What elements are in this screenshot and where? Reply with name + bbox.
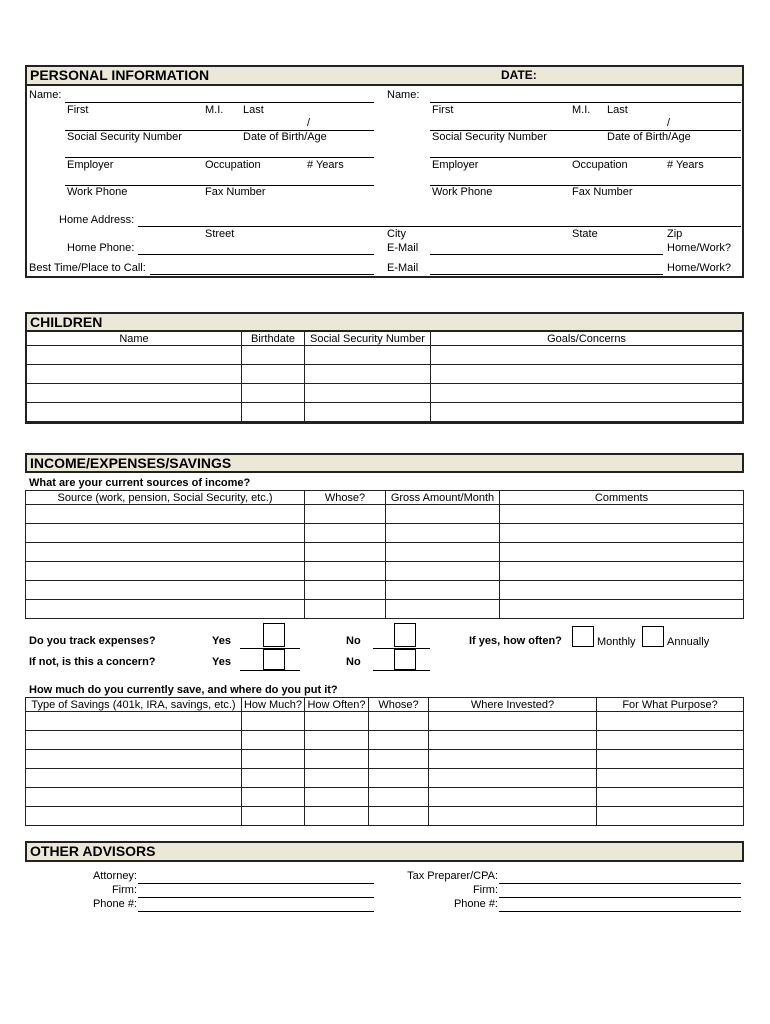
savings-header-row — [26, 698, 744, 712]
email-input-2[interactable] — [430, 274, 663, 275]
attorney-phone-input[interactable] — [138, 911, 374, 912]
concern-question: If not, is this a concern? — [29, 656, 156, 668]
table-cell[interactable] — [242, 750, 305, 769]
email-input-1[interactable] — [430, 254, 663, 255]
concern-yes-label: Yes — [212, 656, 231, 668]
income-header-row — [26, 491, 744, 505]
name-label-right: Name: — [387, 89, 420, 101]
table-row — [26, 750, 744, 769]
table-cell[interactable] — [431, 384, 743, 403]
income-col-gross: Gross Amount/Month — [386, 491, 500, 505]
mi-label-right: M.I. — [572, 104, 591, 116]
years-label-right: # Years — [667, 159, 704, 171]
concern-no-checkbox[interactable] — [394, 649, 416, 670]
employer-input-left[interactable] — [65, 157, 374, 158]
table-cell[interactable] — [386, 600, 500, 619]
monthly-checkbox[interactable] — [572, 626, 594, 647]
ssn-label-left: Social Security Number — [67, 131, 182, 143]
table-cell[interactable] — [386, 524, 500, 543]
how-often-question: If yes, how often? — [469, 635, 562, 647]
name-input-left[interactable] — [65, 102, 374, 103]
table-cell[interactable] — [26, 807, 242, 826]
table-cell[interactable] — [305, 524, 386, 543]
table-cell[interactable] — [305, 384, 431, 403]
table-cell[interactable] — [26, 543, 305, 562]
concern-no-label: No — [346, 656, 361, 668]
table-cell[interactable] — [26, 731, 242, 750]
table-cell[interactable] — [369, 807, 429, 826]
table-cell[interactable] — [500, 524, 744, 543]
table-cell[interactable] — [305, 562, 386, 581]
table-cell[interactable] — [242, 712, 305, 731]
table-cell[interactable] — [242, 384, 305, 403]
table-cell[interactable] — [369, 750, 429, 769]
tax-firm-label: Firm: — [472, 884, 498, 896]
email-label-2: E-Mail — [387, 262, 419, 274]
table-cell[interactable] — [429, 807, 597, 826]
children-col-ssn: Social Security Number — [305, 332, 431, 346]
monthly-label: Monthly — [597, 636, 636, 648]
table-row — [26, 543, 744, 562]
table-row — [26, 581, 744, 600]
table-cell[interactable] — [597, 731, 744, 750]
track-yes-label: Yes — [212, 635, 231, 647]
income-question: What are your current sources of income? — [29, 477, 251, 489]
attorney-firm-input[interactable] — [138, 897, 374, 898]
table-cell[interactable] — [27, 403, 242, 422]
last-label-right: Last — [607, 104, 628, 116]
years-label-left: # Years — [307, 159, 344, 171]
table-cell[interactable] — [305, 769, 369, 788]
savings-table — [25, 697, 744, 826]
table-cell[interactable] — [26, 524, 305, 543]
slash-left: / — [307, 117, 311, 129]
advisors-header — [25, 841, 744, 862]
table-cell[interactable] — [597, 788, 744, 807]
income-col-whose: Whose? — [305, 491, 386, 505]
advisors-title: OTHER ADVISORS — [30, 843, 156, 859]
table-row — [26, 505, 744, 524]
table-cell[interactable] — [242, 807, 305, 826]
tax-preparer-label: Tax Preparer/CPA: — [407, 870, 498, 882]
table-cell[interactable] — [431, 346, 743, 365]
home-work-label-2: Home/Work? — [667, 262, 731, 274]
employer-input-right[interactable] — [430, 157, 741, 158]
table-cell[interactable] — [305, 403, 431, 422]
state-label: State — [572, 228, 598, 240]
table-cell[interactable] — [305, 731, 369, 750]
table-cell[interactable] — [386, 581, 500, 600]
street-label: Street — [205, 228, 235, 240]
track-no-label: No — [346, 635, 361, 647]
table-row — [27, 403, 743, 422]
home-work-label-1: Home/Work? — [667, 242, 731, 254]
ssn-label-right: Social Security Number — [432, 131, 547, 143]
tax-phone-label: Phone #: — [453, 898, 498, 910]
attorney-firm-label: Firm: — [111, 884, 137, 896]
save-question: How much do you currently save, and where do you put it? — [29, 684, 338, 696]
table-row — [26, 788, 744, 807]
annually-checkbox[interactable] — [642, 626, 664, 647]
income-table — [25, 490, 744, 619]
savings-col-how-much: How Much? — [242, 698, 305, 712]
tax-phone-input[interactable] — [499, 911, 741, 912]
children-col-name: Name — [27, 332, 242, 346]
table-cell[interactable] — [305, 581, 386, 600]
table-row — [27, 346, 743, 365]
table-cell[interactable] — [429, 788, 597, 807]
table-row — [27, 384, 743, 403]
zip-label: Zip — [667, 228, 683, 240]
table-cell[interactable] — [429, 731, 597, 750]
table-row — [26, 731, 744, 750]
income-title: INCOME/EXPENSES/SAVINGS — [30, 455, 232, 471]
slash-right: / — [667, 117, 671, 129]
personal-header — [25, 65, 744, 86]
attorney-phone-label: Phone #: — [92, 898, 137, 910]
table-cell[interactable] — [26, 712, 242, 731]
savings-col-purpose: For What Purpose? — [597, 698, 744, 712]
employer-label-left: Employer — [67, 159, 114, 171]
table-cell[interactable] — [431, 403, 743, 422]
children-title: CHILDREN — [30, 314, 103, 330]
table-cell[interactable] — [305, 750, 369, 769]
annually-label: Annually — [667, 636, 710, 648]
children-header-row — [27, 332, 743, 346]
date-label: DATE: — [501, 68, 537, 82]
attorney-input[interactable] — [138, 883, 374, 884]
table-cell[interactable] — [386, 505, 500, 524]
work-phone-label-right: Work Phone — [432, 186, 493, 198]
track-expenses-question: Do you track expenses? — [29, 635, 156, 647]
home-phone-label: Home Phone: — [67, 242, 135, 254]
table-cell[interactable] — [369, 731, 429, 750]
table-cell[interactable] — [242, 403, 305, 422]
tax-preparer-input[interactable] — [499, 883, 741, 884]
children-col-birthdate: Birthdate — [242, 332, 305, 346]
children-header — [25, 312, 744, 332]
income-col-source: Source (work, pension, Social Security, etc.) — [26, 491, 305, 505]
concern-no-line — [373, 670, 430, 671]
table-cell[interactable] — [242, 769, 305, 788]
name-input-right[interactable] — [430, 102, 741, 103]
table-row — [26, 769, 744, 788]
table-cell[interactable] — [242, 346, 305, 365]
table-cell[interactable] — [429, 769, 597, 788]
occupation-label-right: Occupation — [572, 159, 628, 171]
table-row — [26, 524, 744, 543]
home-address-input[interactable] — [138, 226, 741, 227]
occupation-label-left: Occupation — [205, 159, 261, 171]
income-header — [25, 453, 744, 473]
home-address-label: Home Address: — [59, 214, 135, 226]
table-cell[interactable] — [305, 712, 369, 731]
table-cell[interactable] — [369, 769, 429, 788]
concern-yes-checkbox[interactable] — [263, 649, 285, 670]
savings-col-how-often: How Often? — [305, 698, 369, 712]
mi-label-left: M.I. — [205, 104, 224, 116]
table-cell[interactable] — [26, 750, 242, 769]
table-row — [26, 562, 744, 581]
table-cell[interactable] — [305, 505, 386, 524]
name-label-left: Name: — [29, 89, 62, 101]
first-label-left: First — [67, 104, 89, 116]
table-row — [27, 365, 743, 384]
table-cell[interactable] — [597, 807, 744, 826]
table-cell[interactable] — [369, 712, 429, 731]
savings-col-type: Type of Savings (401k, IRA, savings, etc.) — [26, 698, 242, 712]
concern-yes-line — [240, 670, 300, 671]
table-cell[interactable] — [305, 346, 431, 365]
table-cell[interactable] — [597, 712, 744, 731]
savings-col-whose: Whose? — [369, 698, 429, 712]
fax-label-left: Fax Number — [205, 186, 266, 198]
table-cell[interactable] — [305, 600, 386, 619]
dob-label-right: Date of Birth/Age — [607, 131, 691, 143]
table-cell[interactable] — [500, 505, 744, 524]
table-row — [26, 807, 744, 826]
track-yes-checkbox[interactable] — [263, 623, 285, 647]
table-cell[interactable] — [305, 788, 369, 807]
personal-title: PERSONAL INFORMATION — [30, 67, 210, 83]
table-cell[interactable] — [26, 505, 305, 524]
income-col-comments: Comments — [500, 491, 744, 505]
table-cell[interactable] — [500, 581, 744, 600]
track-no-checkbox[interactable] — [394, 623, 416, 647]
dob-label-left: Date of Birth/Age — [243, 131, 327, 143]
work-phone-label-left: Work Phone — [67, 186, 128, 198]
table-cell[interactable] — [429, 750, 597, 769]
table-cell[interactable] — [305, 807, 369, 826]
table-cell[interactable] — [369, 788, 429, 807]
table-cell[interactable] — [26, 788, 242, 807]
email-label-1: E-Mail — [387, 242, 419, 254]
table-cell[interactable] — [500, 562, 744, 581]
table-row — [26, 712, 744, 731]
table-cell[interactable] — [500, 600, 744, 619]
first-label-right: First — [432, 104, 454, 116]
table-cell[interactable] — [242, 788, 305, 807]
table-cell[interactable] — [386, 562, 500, 581]
home-phone-input[interactable] — [138, 254, 374, 255]
best-time-label: Best Time/Place to Call: — [29, 262, 146, 274]
table-cell[interactable] — [26, 581, 305, 600]
table-cell[interactable] — [26, 562, 305, 581]
table-cell[interactable] — [27, 384, 242, 403]
table-cell[interactable] — [597, 750, 744, 769]
table-cell[interactable] — [26, 769, 242, 788]
table-cell[interactable] — [27, 346, 242, 365]
table-cell[interactable] — [500, 543, 744, 562]
tax-firm-input[interactable] — [499, 897, 741, 898]
table-cell[interactable] — [26, 600, 305, 619]
children-col-goals: Goals/Concerns — [431, 332, 743, 346]
best-time-input[interactable] — [150, 274, 374, 275]
employer-label-right: Employer — [432, 159, 479, 171]
table-cell[interactable] — [27, 365, 242, 384]
table-cell[interactable] — [305, 365, 431, 384]
city-label: City — [387, 228, 406, 240]
fax-label-right: Fax Number — [572, 186, 633, 198]
table-cell[interactable] — [305, 543, 386, 562]
table-cell[interactable] — [429, 712, 597, 731]
table-cell[interactable] — [386, 543, 500, 562]
table-cell[interactable] — [597, 769, 744, 788]
attorney-label: Attorney: — [92, 870, 137, 882]
children-table — [26, 331, 743, 422]
table-cell[interactable] — [431, 365, 743, 384]
last-label-left: Last — [243, 104, 264, 116]
table-cell[interactable] — [242, 731, 305, 750]
savings-col-where: Where Invested? — [429, 698, 597, 712]
table-cell[interactable] — [242, 365, 305, 384]
table-row — [26, 600, 744, 619]
